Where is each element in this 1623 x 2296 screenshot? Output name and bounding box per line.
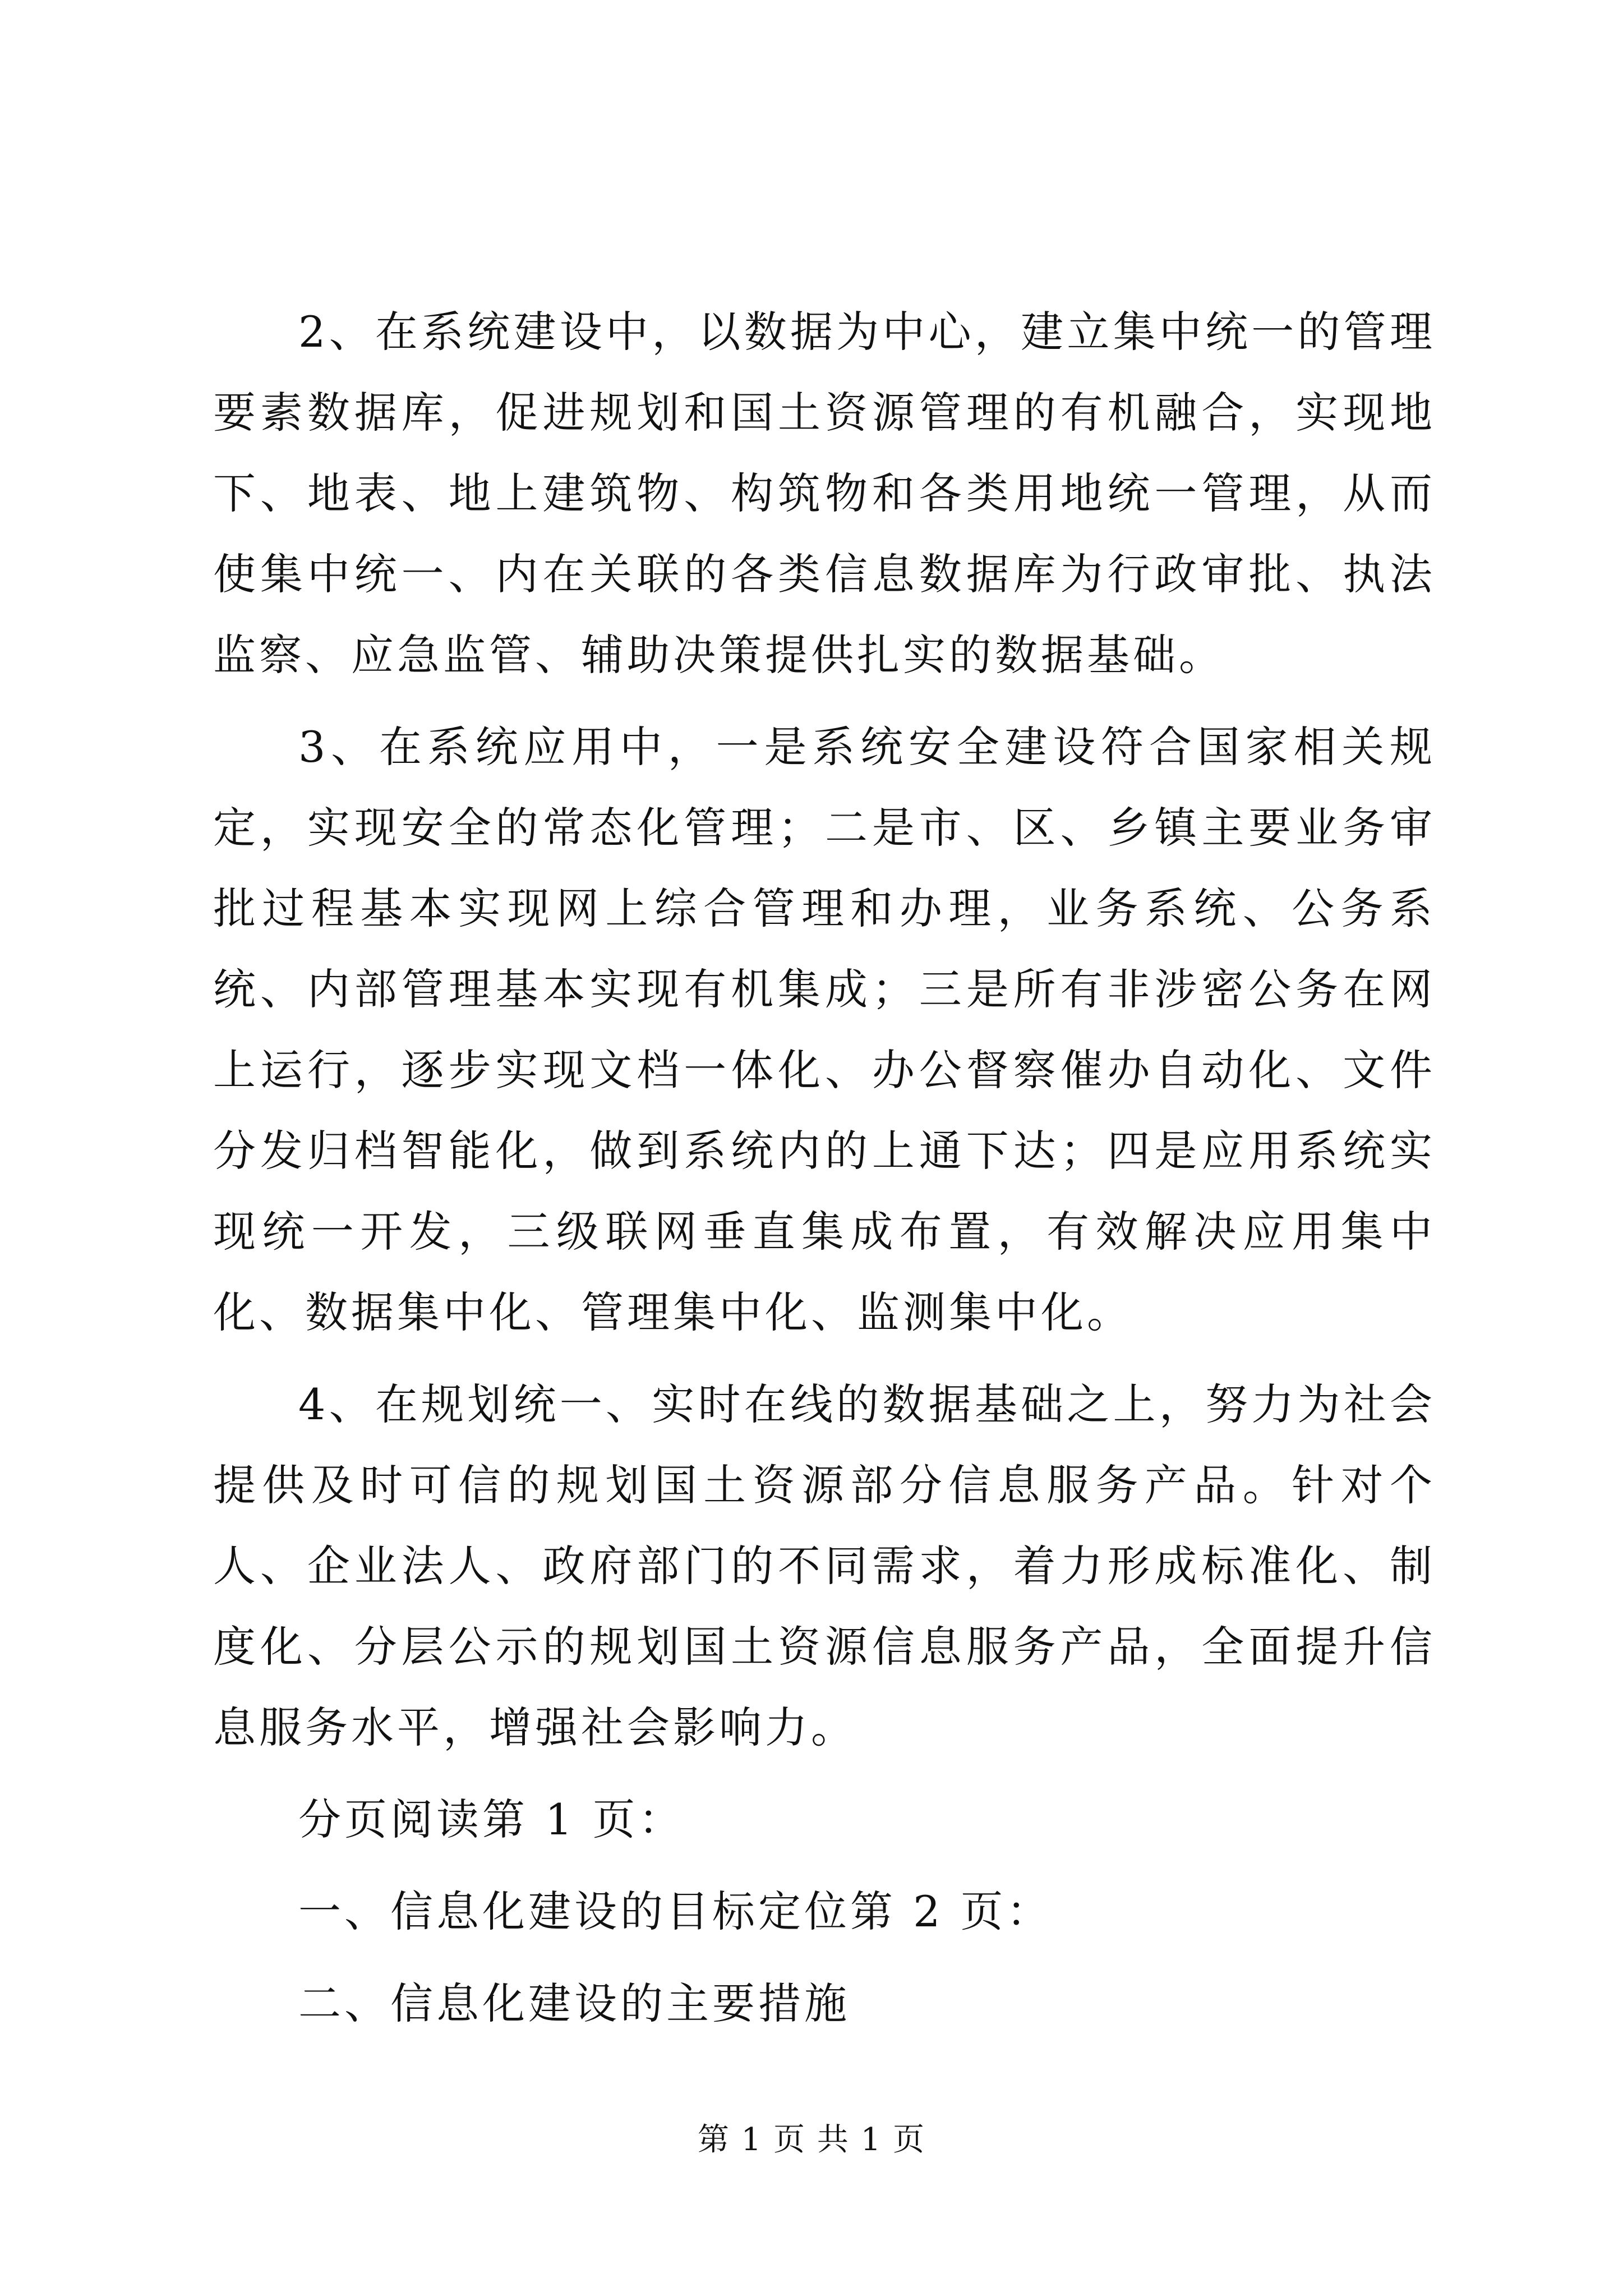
paragraph-3: 3、在系统应用中，一是系统安全建设符合国家相关规定，实现安全的常态化管理；二是市、区、乡镇主要业务审批过程基本实现网上综合管理和办理，业务系统、公务系统、内部管理基本实现有机集成；三是所有非涉密公务在网上运行，逐步实现文档一体化、办公督察催办自动化、文件分发归档智能化，做到系统内的上通下达；四是应用系统实现统一开发，三级联网垂直集成布置，有效解决应用集中化、数据集中化、管理集中化、监测集中化。 (213, 722, 1436, 1337)
toc-line-measures: 二、信息化建设的主要措施 (298, 1978, 850, 2028)
page-footer: 第 1 页 共 1 页 (697, 2122, 926, 2158)
paragraph-4: 4、在规划统一、实时在线的数据基础之上，努力为社会提供及时可信的规划国土资源部分信息服务产品。针对个人、企业法人、政府部门的不同需求，着力形成标准化、制度化、分层公示的规划国土资源信息服务产品，全面提升信息服务水平，增强社会影响力。 (213, 1379, 1436, 1752)
toc-line-page-2: 一、信息化建设的目标定位第 2 页： (298, 1887, 1053, 1936)
document-body (213, 292, 1436, 2044)
paragraph-2: 2、在系统建设中，以数据为中心，建立集中统一的管理要素数据库，促进规划和国土资源管理的有机融合，实现地下、地表、地上建筑物、构筑物和各类用地统一管理，从而使集中统一、内在关联的各类信息数据库为行政审批、执法监察、应急监管、辅助决策提供扎实的数据基础。 (213, 307, 1436, 680)
toc-line-page-1: 分页阅读第 1 页： (298, 1795, 685, 1844)
